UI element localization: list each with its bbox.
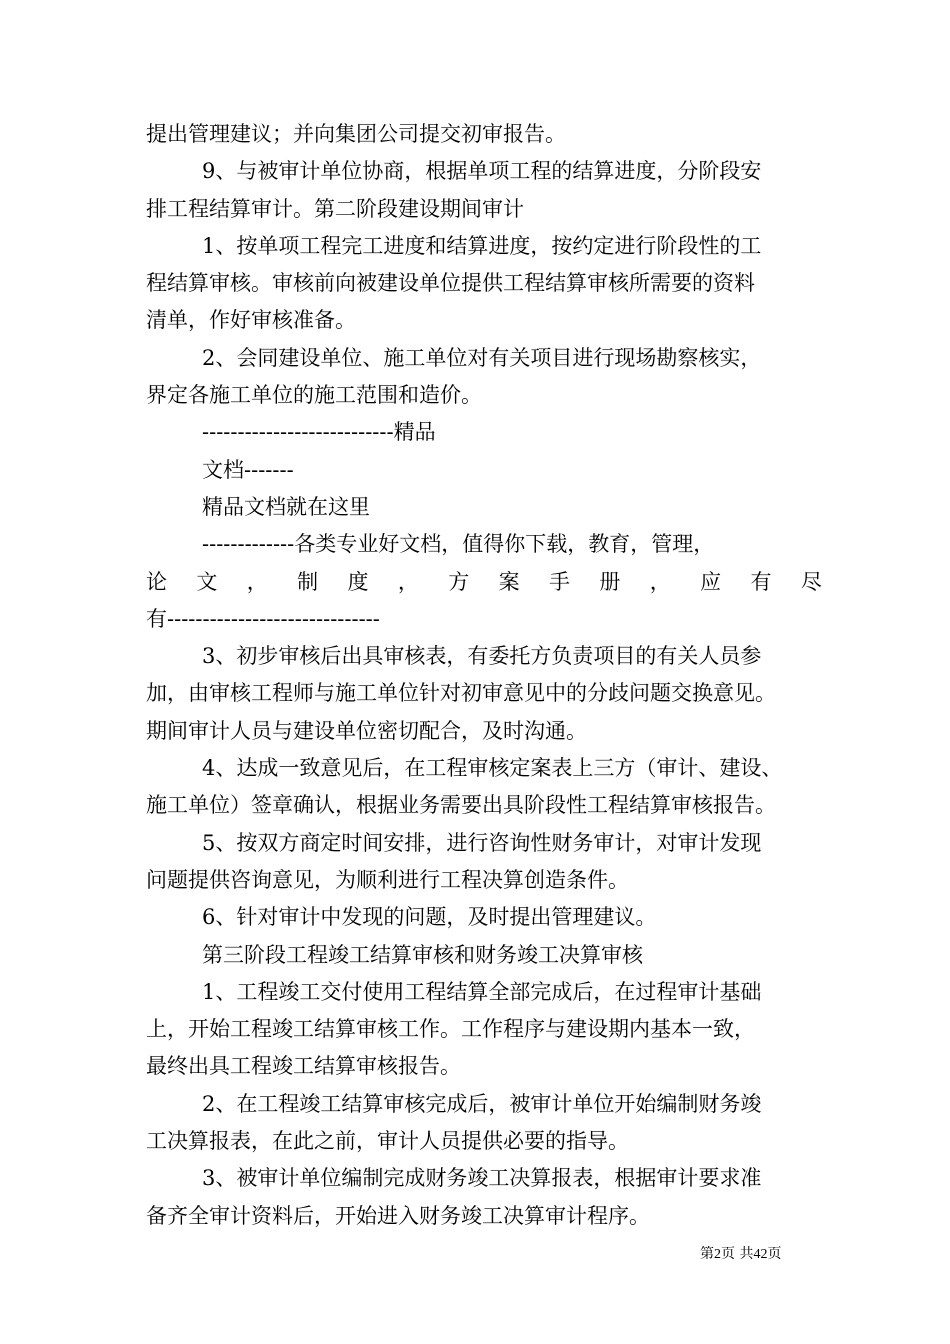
paragraph-line: 提出管理建议；并向集团公司提交初审报告。 — [146, 122, 566, 146]
paragraph-line: 3、被审计单位编制完成财务竣工决算报表，根据审计要求准 — [202, 1166, 762, 1191]
justified-line — [146, 564, 822, 601]
paragraph-line: 程结算审核。审核前向被建设单位提供工程结算审核所需要的资料 — [146, 271, 755, 296]
paragraph-line: 3、初步审核后出具审核表，有委托方负责项目的有关人员参 — [202, 644, 762, 669]
paragraph-line: 最终出具工程竣工结算审核报告。 — [146, 1054, 461, 1079]
justified-char: ， — [649, 569, 671, 594]
justified-char: 方 — [448, 569, 470, 594]
paragraph-line: 上，开始工程竣工结算审核工作。工作程序与建设期内基本一致， — [146, 1017, 755, 1042]
justified-char: 制 — [297, 569, 319, 594]
paragraph-line: 工决算报表，在此之前，审计人员提供必要的指导。 — [146, 1129, 629, 1154]
paragraph-line: 清单，作好审核准备。 — [146, 308, 356, 333]
paragraph-line: 9、与被审计单位协商，根据单项工程的结算进度，分阶段安 — [202, 159, 762, 184]
page-number: 2 — [714, 1247, 721, 1262]
section-heading: 第三阶段工程竣工结算审核和财务竣工决算审核 — [202, 942, 643, 967]
justified-char: ， — [246, 569, 268, 594]
justified-char: 尽 — [800, 569, 822, 594]
document-body — [146, 116, 826, 1235]
paragraph-line: 2、会同建设单位、施工单位对有关项目进行现场勘察核实， — [202, 345, 762, 370]
paragraph-line: 2、在工程竣工结算审核完成后，被审计单位开始编制财务竣 — [202, 1091, 762, 1116]
paragraph-line: 问题提供咨询意见，为顺利进行工程决算创造条件。 — [146, 867, 629, 892]
justified-char: 手 — [549, 569, 570, 594]
paragraph-line: 加，由审核工程师与施工单位针对初审意见中的分歧问题交换意见。 — [146, 681, 776, 706]
paragraph-line: 4、达成一致意见后，在工程审核定案表上三方（审计、建设、 — [202, 756, 783, 781]
paragraph-line: 1、按单项工程完工进度和结算进度，按约定进行阶段性的工 — [202, 233, 762, 258]
paragraph-line: ---------------------------精品 — [202, 420, 436, 445]
paragraph-line: 排工程结算审计。第二阶段建设期间审计 — [146, 196, 524, 221]
justified-char: 论 — [146, 569, 167, 594]
justified-char: 案 — [498, 569, 520, 594]
paragraph-line: 文档------- — [202, 457, 294, 482]
paragraph-line: -------------各类专业好文档，值得你下载，教育，管理， — [202, 532, 715, 557]
paragraph-line: 5、按双方商定时间安排，进行咨询性财务审计，对审计发现 — [202, 830, 762, 855]
paragraph-line: 1、工程竣工交付使用工程结算全部完成后，在过程审计基础 — [202, 979, 762, 1004]
footer-middle: 页 共 — [721, 1246, 754, 1262]
paragraph-line: 施工单位）签章确认，根据业务需要出具阶段性工程结算审核报告。 — [146, 793, 776, 818]
paragraph-line: 精品文档就在这里 — [202, 494, 370, 519]
page-footer — [700, 1244, 781, 1265]
justified-char: 度 — [347, 569, 369, 594]
footer-prefix: 第 — [700, 1246, 714, 1262]
paragraph-line: 界定各施工单位的施工范围和造价。 — [146, 383, 482, 408]
justified-char: 文 — [196, 569, 218, 594]
justified-char: 册 — [599, 569, 621, 594]
paragraph-line: 有------------------------------ — [146, 606, 380, 631]
footer-suffix: 页 — [767, 1246, 782, 1262]
justified-char: 应 — [700, 569, 722, 594]
justified-char: 有 — [750, 569, 772, 594]
justified-char: ， — [397, 569, 419, 594]
paragraph-line: 期间审计人员与建设单位密切配合，及时沟通。 — [146, 718, 587, 743]
total-pages: 42 — [753, 1247, 768, 1262]
paragraph-line: 备齐全审计资料后，开始进入财务竣工决算审计程序。 — [146, 1203, 650, 1228]
paragraph-line: 6、针对审计中发现的问题，及时提出管理建议。 — [202, 905, 657, 930]
